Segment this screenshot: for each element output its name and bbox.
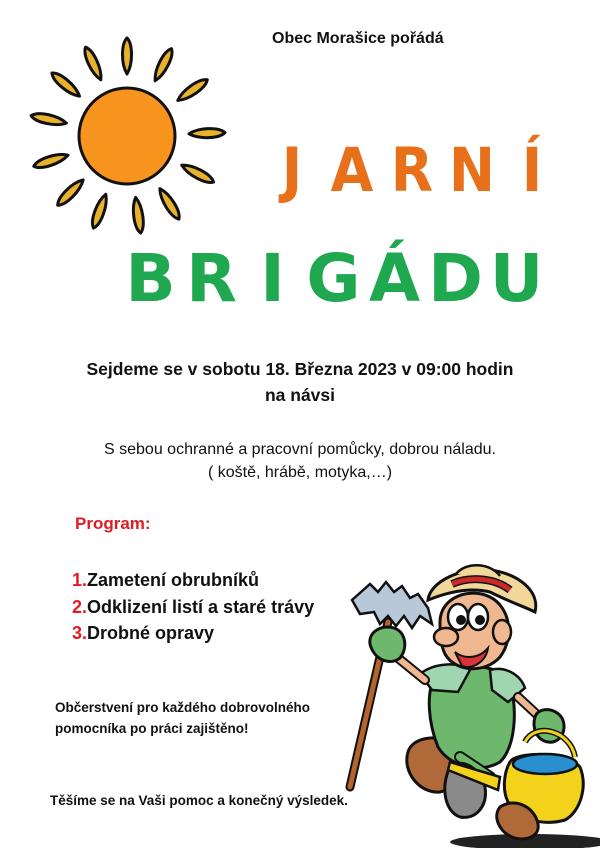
title-letter: B	[125, 240, 176, 317]
refreshment-note	[55, 697, 310, 739]
program-list	[72, 567, 314, 647]
title-brigadu	[120, 240, 547, 317]
title-letter: N	[448, 134, 496, 206]
title-jarni	[262, 136, 562, 204]
title-letter: R	[186, 240, 237, 317]
program-item	[72, 567, 314, 594]
gardener-illustration	[340, 562, 600, 848]
program-item-text: Drobné opravy	[87, 623, 215, 643]
meeting-line-2: na návsi	[264, 385, 336, 405]
program-item	[72, 620, 314, 647]
program-item-number: 3.	[72, 623, 88, 643]
meeting-line-1: Sejdeme se v sobotu 18. Března 2023 v 09:00 hodin	[86, 359, 514, 379]
bring-line-1: S sebou ochranné a pracovní pomůcky, dobrou náladu.	[104, 441, 496, 458]
meeting-info	[0, 356, 600, 408]
program-heading: Program:	[75, 514, 151, 533]
bring-info	[0, 438, 600, 484]
title-letter: A	[330, 134, 374, 206]
refreshment-line-1: Občerstvení pro každého dobrovolného	[55, 700, 311, 715]
title-letter: I	[260, 240, 285, 317]
sun-illustration	[12, 18, 252, 248]
program-item-number: 1.	[72, 570, 88, 590]
program-item	[72, 594, 314, 621]
title-letter: Í	[521, 134, 543, 206]
closing-line: Těšíme se na Vaši pomoc a konečný výsledek.	[50, 793, 348, 808]
title-letter: U	[489, 240, 544, 317]
title-letter: J	[281, 134, 303, 206]
organizer-heading: Obec Morašice pořádá	[272, 30, 444, 47]
program-item-text: Odklizení listí a staré trávy	[87, 596, 315, 617]
title-letter: Á	[368, 240, 421, 317]
title-letter: G	[306, 240, 361, 317]
program-item-text: Zametení obrubníků	[87, 570, 260, 590]
title-letter: R	[390, 134, 434, 206]
refreshment-line-2: pomocníka po práci zajištěno!	[55, 721, 249, 736]
program-item-number: 2.	[72, 596, 88, 617]
title-letter: D	[428, 240, 483, 317]
bring-line-2: ( koště, hrábě, motyka,…)	[207, 464, 393, 481]
